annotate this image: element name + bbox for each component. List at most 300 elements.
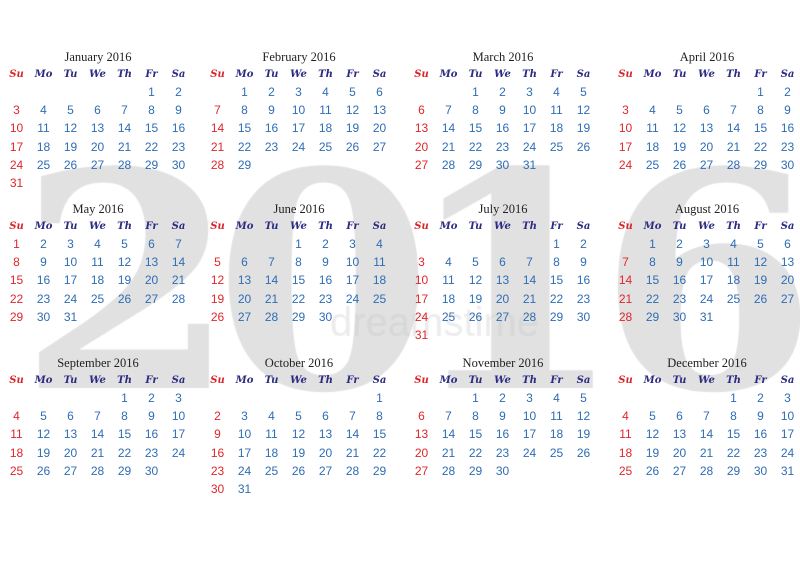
day-cell[interactable]: 19 — [468, 291, 483, 306]
day-cell[interactable]: 27 — [414, 463, 429, 478]
day-cell[interactable]: 29 — [726, 463, 741, 478]
day-cell[interactable]: 10 — [291, 103, 306, 118]
day-cell[interactable]: 26 — [63, 157, 78, 172]
day-cell[interactable]: 4 — [94, 237, 101, 251]
day-cell[interactable]: 14 — [441, 427, 456, 442]
day-cell[interactable]: 17 — [780, 427, 795, 442]
day-cell[interactable]: 8 — [649, 255, 656, 270]
day-cell[interactable]: 30 — [672, 309, 687, 324]
day-cell[interactable]: 4 — [376, 237, 383, 251]
day-cell[interactable]: 18 — [318, 121, 333, 136]
day-cell[interactable]: 8 — [472, 103, 479, 118]
day-cell[interactable]: 3 — [526, 85, 533, 99]
day-cell[interactable]: 28 — [618, 309, 633, 324]
day-cell[interactable]: 24 — [9, 157, 24, 172]
day-cell[interactable]: 14 — [441, 121, 456, 136]
day-cell[interactable]: 31 — [63, 309, 78, 324]
day-cell[interactable]: 20 — [414, 139, 429, 154]
day-cell[interactable]: 6 — [784, 237, 791, 251]
day-cell[interactable]: 21 — [345, 445, 360, 460]
day-cell[interactable]: 10 — [618, 121, 633, 136]
day-cell[interactable]: 26 — [291, 463, 306, 478]
day-cell[interactable]: 16 — [780, 121, 795, 136]
day-cell[interactable]: 9 — [757, 409, 764, 424]
day-cell[interactable]: 4 — [622, 409, 629, 424]
day-cell[interactable]: 17 — [522, 427, 537, 442]
day-cell[interactable]: 26 — [576, 445, 591, 460]
day-cell[interactable]: 16 — [576, 273, 591, 288]
day-cell[interactable]: 3 — [526, 391, 533, 405]
day-cell[interactable]: 4 — [445, 255, 452, 270]
day-cell[interactable]: 7 — [214, 103, 221, 118]
day-cell[interactable]: 20 — [318, 445, 333, 460]
day-cell[interactable]: 21 — [441, 139, 456, 154]
day-cell[interactable]: 15 — [144, 121, 159, 136]
day-cell[interactable]: 23 — [495, 139, 510, 154]
day-cell[interactable]: 6 — [67, 409, 74, 424]
day-cell[interactable]: 10 — [63, 255, 78, 270]
day-cell[interactable]: 12 — [753, 255, 768, 270]
day-cell[interactable]: 13 — [672, 427, 687, 442]
day-cell[interactable]: 31 — [414, 328, 429, 342]
day-cell[interactable]: 1 — [148, 85, 155, 99]
day-cell[interactable]: 14 — [726, 121, 741, 136]
day-cell[interactable]: 2 — [499, 391, 506, 405]
day-cell[interactable]: 19 — [645, 445, 660, 460]
day-cell[interactable]: 11 — [550, 409, 563, 424]
day-cell[interactable]: 24 — [522, 139, 537, 154]
day-cell[interactable]: 14 — [171, 255, 186, 270]
day-cell[interactable]: 15 — [117, 427, 132, 442]
day-cell[interactable]: 21 — [522, 291, 537, 306]
day-cell[interactable]: 5 — [40, 409, 47, 424]
day-cell[interactable]: 28 — [345, 463, 360, 478]
day-cell[interactable]: 20 — [63, 445, 78, 460]
day-cell[interactable]: 8 — [148, 103, 155, 118]
day-cell[interactable]: 13 — [318, 427, 333, 442]
day-cell[interactable]: 28 — [522, 309, 537, 324]
day-cell[interactable]: 6 — [418, 409, 425, 424]
day-cell[interactable]: 1 — [241, 85, 248, 99]
day-cell[interactable]: 2 — [268, 85, 275, 99]
day-cell[interactable]: 31 — [522, 157, 537, 172]
day-cell[interactable]: 29 — [753, 157, 768, 172]
day-cell[interactable]: 25 — [90, 291, 105, 306]
day-cell[interactable]: 21 — [171, 273, 186, 288]
day-cell[interactable]: 1 — [649, 237, 656, 251]
day-cell[interactable]: 9 — [175, 103, 182, 118]
day-cell[interactable]: 19 — [672, 139, 687, 154]
day-cell[interactable]: 8 — [295, 255, 302, 270]
day-cell[interactable]: 25 — [645, 157, 660, 172]
day-cell[interactable]: 20 — [144, 273, 159, 288]
day-cell[interactable]: 8 — [757, 103, 764, 118]
day-cell[interactable]: 13 — [414, 427, 429, 442]
day-cell[interactable]: 30 — [780, 157, 795, 172]
day-cell[interactable]: 8 — [553, 255, 560, 270]
day-cell[interactable]: 23 — [672, 291, 687, 306]
day-cell[interactable]: 29 — [468, 463, 483, 478]
day-cell[interactable]: 23 — [780, 139, 795, 154]
day-cell[interactable]: 24 — [291, 139, 306, 154]
day-cell[interactable]: 4 — [730, 237, 737, 251]
day-cell[interactable]: 19 — [210, 291, 225, 306]
day-cell[interactable]: 3 — [622, 103, 629, 118]
day-cell[interactable]: 2 — [175, 85, 182, 99]
day-cell[interactable]: 7 — [121, 103, 128, 118]
day-cell[interactable]: 15 — [9, 273, 24, 288]
day-cell[interactable]: 17 — [699, 273, 714, 288]
day-cell[interactable]: 16 — [36, 273, 51, 288]
day-cell[interactable]: 23 — [318, 291, 333, 306]
day-cell[interactable]: 18 — [549, 121, 564, 136]
day-cell[interactable]: 10 — [522, 103, 537, 118]
day-cell[interactable]: 18 — [36, 139, 51, 154]
day-cell[interactable]: 6 — [418, 103, 425, 118]
day-cell[interactable]: 5 — [580, 85, 587, 99]
day-cell[interactable]: 2 — [214, 409, 221, 424]
day-cell[interactable]: 19 — [63, 139, 78, 154]
day-cell[interactable]: 3 — [418, 255, 425, 270]
day-cell[interactable]: 1 — [376, 391, 383, 405]
day-cell[interactable]: 28 — [726, 157, 741, 172]
day-cell[interactable]: 15 — [372, 427, 387, 442]
day-cell[interactable]: 22 — [468, 139, 483, 154]
day-cell[interactable]: 25 — [9, 463, 24, 478]
day-cell[interactable]: 25 — [264, 463, 279, 478]
day-cell[interactable]: 4 — [13, 409, 20, 424]
day-cell[interactable]: 8 — [472, 409, 479, 424]
day-cell[interactable]: 28 — [210, 157, 225, 172]
day-cell[interactable]: 24 — [345, 291, 360, 306]
day-cell[interactable]: 10 — [171, 409, 186, 424]
day-cell[interactable]: 5 — [121, 237, 128, 251]
day-cell[interactable]: 23 — [36, 291, 51, 306]
day-cell[interactable]: 17 — [522, 121, 537, 136]
day-cell[interactable]: 22 — [645, 291, 660, 306]
day-cell[interactable]: 26 — [36, 463, 51, 478]
day-cell[interactable]: 21 — [726, 139, 741, 154]
day-cell[interactable]: 9 — [499, 103, 506, 118]
day-cell[interactable]: 9 — [499, 409, 506, 424]
day-cell[interactable]: 2 — [40, 237, 47, 251]
day-cell[interactable]: 26 — [672, 157, 687, 172]
day-cell[interactable]: 1 — [295, 237, 302, 251]
day-cell[interactable]: 6 — [322, 409, 329, 424]
day-cell[interactable]: 20 — [90, 139, 105, 154]
day-cell[interactable]: 4 — [553, 391, 560, 405]
day-cell[interactable]: 24 — [237, 463, 252, 478]
day-cell[interactable]: 30 — [36, 309, 51, 324]
day-cell[interactable]: 13 — [414, 121, 429, 136]
day-cell[interactable]: 9 — [784, 103, 791, 118]
day-cell[interactable]: 28 — [264, 309, 279, 324]
day-cell[interactable]: 28 — [117, 157, 132, 172]
day-cell[interactable]: 11 — [550, 103, 563, 118]
day-cell[interactable]: 27 — [699, 157, 714, 172]
day-cell[interactable]: 19 — [36, 445, 51, 460]
day-cell[interactable]: 4 — [649, 103, 656, 118]
day-cell[interactable]: 5 — [757, 237, 764, 251]
day-cell[interactable]: 28 — [90, 463, 105, 478]
day-cell[interactable]: 19 — [117, 273, 132, 288]
day-cell[interactable]: 25 — [36, 157, 51, 172]
day-cell[interactable]: 14 — [264, 273, 279, 288]
day-cell[interactable]: 12 — [672, 121, 687, 136]
day-cell[interactable]: 14 — [618, 273, 633, 288]
day-cell[interactable]: 2 — [676, 237, 683, 251]
day-cell[interactable]: 1 — [121, 391, 128, 405]
day-cell[interactable]: 29 — [144, 157, 159, 172]
day-cell[interactable]: 16 — [144, 427, 159, 442]
day-cell[interactable]: 16 — [318, 273, 333, 288]
day-cell[interactable]: 6 — [94, 103, 101, 118]
day-cell[interactable]: 30 — [495, 157, 510, 172]
day-cell[interactable]: 24 — [171, 445, 186, 460]
day-cell[interactable]: 21 — [90, 445, 105, 460]
day-cell[interactable]: 20 — [699, 139, 714, 154]
day-cell[interactable]: 10 — [237, 427, 252, 442]
day-cell[interactable]: 29 — [9, 309, 24, 324]
day-cell[interactable]: 2 — [784, 85, 791, 99]
day-cell[interactable]: 2 — [757, 391, 764, 405]
day-cell[interactable]: 7 — [622, 255, 629, 270]
day-cell[interactable]: 5 — [295, 409, 302, 424]
day-cell[interactable]: 27 — [414, 157, 429, 172]
day-cell[interactable]: 3 — [241, 409, 248, 424]
day-cell[interactable]: 21 — [441, 445, 456, 460]
day-cell[interactable]: 25 — [318, 139, 333, 154]
day-cell[interactable]: 23 — [171, 139, 186, 154]
day-cell[interactable]: 27 — [495, 309, 510, 324]
day-cell[interactable]: 26 — [645, 463, 660, 478]
day-cell[interactable]: 16 — [264, 121, 279, 136]
day-cell[interactable]: 30 — [171, 157, 186, 172]
day-cell[interactable]: 10 — [414, 273, 429, 288]
day-cell[interactable]: 14 — [345, 427, 360, 442]
day-cell[interactable]: 27 — [237, 309, 252, 324]
day-cell[interactable]: 10 — [522, 409, 537, 424]
day-cell[interactable]: 17 — [9, 139, 24, 154]
day-cell[interactable]: 17 — [618, 139, 633, 154]
day-cell[interactable]: 22 — [372, 445, 387, 460]
day-cell[interactable]: 27 — [90, 157, 105, 172]
day-cell[interactable]: 5 — [649, 409, 656, 424]
day-cell[interactable]: 1 — [472, 391, 479, 405]
day-cell[interactable]: 1 — [553, 237, 560, 251]
day-cell[interactable]: 5 — [676, 103, 683, 118]
day-cell[interactable]: 12 — [117, 255, 132, 270]
day-cell[interactable]: 27 — [63, 463, 78, 478]
day-cell[interactable]: 14 — [522, 273, 537, 288]
day-cell[interactable]: 26 — [117, 291, 132, 306]
day-cell[interactable]: 8 — [13, 255, 20, 270]
day-cell[interactable]: 5 — [580, 391, 587, 405]
day-cell[interactable]: 15 — [549, 273, 564, 288]
day-cell[interactable]: 30 — [576, 309, 591, 324]
day-cell[interactable]: 16 — [210, 445, 225, 460]
day-cell[interactable]: 14 — [699, 427, 714, 442]
day-cell[interactable]: 20 — [495, 291, 510, 306]
day-cell[interactable]: 8 — [730, 409, 737, 424]
day-cell[interactable]: 21 — [210, 139, 225, 154]
day-cell[interactable]: 13 — [90, 121, 105, 136]
day-cell[interactable]: 11 — [265, 427, 278, 442]
day-cell[interactable]: 20 — [372, 121, 387, 136]
day-cell[interactable]: 22 — [237, 139, 252, 154]
day-cell[interactable]: 7 — [445, 409, 452, 424]
day-cell[interactable]: 27 — [372, 139, 387, 154]
day-cell[interactable]: 4 — [553, 85, 560, 99]
day-cell[interactable]: 27 — [780, 291, 795, 306]
day-cell[interactable]: 22 — [549, 291, 564, 306]
day-cell[interactable]: 30 — [318, 309, 333, 324]
day-cell[interactable]: 17 — [171, 427, 186, 442]
day-cell[interactable]: 20 — [672, 445, 687, 460]
day-cell[interactable]: 29 — [372, 463, 387, 478]
day-cell[interactable]: 11 — [619, 427, 632, 442]
day-cell[interactable]: 7 — [730, 103, 737, 118]
day-cell[interactable]: 11 — [319, 103, 332, 118]
day-cell[interactable]: 6 — [148, 237, 155, 251]
day-cell[interactable]: 12 — [468, 273, 483, 288]
day-cell[interactable]: 7 — [175, 237, 182, 251]
day-cell[interactable]: 25 — [726, 291, 741, 306]
day-cell[interactable]: 7 — [445, 103, 452, 118]
day-cell[interactable]: 16 — [495, 121, 510, 136]
day-cell[interactable]: 23 — [495, 445, 510, 460]
day-cell[interactable]: 9 — [40, 255, 47, 270]
day-cell[interactable]: 24 — [618, 157, 633, 172]
day-cell[interactable]: 25 — [441, 309, 456, 324]
day-cell[interactable]: 28 — [441, 157, 456, 172]
day-cell[interactable]: 25 — [549, 445, 564, 460]
day-cell[interactable]: 10 — [699, 255, 714, 270]
day-cell[interactable]: 30 — [210, 482, 225, 496]
day-cell[interactable]: 6 — [241, 255, 248, 270]
day-cell[interactable]: 21 — [117, 139, 132, 154]
day-cell[interactable]: 17 — [63, 273, 78, 288]
day-cell[interactable]: 20 — [414, 445, 429, 460]
day-cell[interactable]: 22 — [9, 291, 24, 306]
day-cell[interactable]: 16 — [171, 121, 186, 136]
day-cell[interactable]: 12 — [645, 427, 660, 442]
day-cell[interactable]: 19 — [576, 427, 591, 442]
day-cell[interactable]: 31 — [9, 176, 24, 190]
day-cell[interactable]: 4 — [322, 85, 329, 99]
day-cell[interactable]: 3 — [175, 391, 182, 405]
day-cell[interactable]: 15 — [645, 273, 660, 288]
day-cell[interactable]: 9 — [214, 427, 221, 442]
day-cell[interactable]: 13 — [780, 255, 795, 270]
day-cell[interactable]: 6 — [499, 255, 506, 270]
day-cell[interactable]: 10 — [345, 255, 360, 270]
day-cell[interactable]: 10 — [780, 409, 795, 424]
day-cell[interactable]: 18 — [372, 273, 387, 288]
day-cell[interactable]: 17 — [414, 291, 429, 306]
day-cell[interactable]: 9 — [580, 255, 587, 270]
day-cell[interactable]: 1 — [13, 237, 20, 251]
day-cell[interactable]: 29 — [549, 309, 564, 324]
day-cell[interactable]: 2 — [499, 85, 506, 99]
day-cell[interactable]: 3 — [13, 103, 20, 118]
day-cell[interactable]: 13 — [495, 273, 510, 288]
day-cell[interactable]: 24 — [63, 291, 78, 306]
day-cell[interactable]: 22 — [468, 445, 483, 460]
day-cell[interactable]: 18 — [9, 445, 24, 460]
day-cell[interactable]: 22 — [117, 445, 132, 460]
day-cell[interactable]: 9 — [268, 103, 275, 118]
day-cell[interactable]: 31 — [237, 482, 252, 496]
day-cell[interactable]: 18 — [645, 139, 660, 154]
day-cell[interactable]: 24 — [414, 309, 429, 324]
day-cell[interactable]: 12 — [291, 427, 306, 442]
day-cell[interactable]: 23 — [210, 463, 225, 478]
day-cell[interactable]: 19 — [291, 445, 306, 460]
day-cell[interactable]: 29 — [291, 309, 306, 324]
day-cell[interactable]: 15 — [468, 121, 483, 136]
day-cell[interactable]: 11 — [37, 121, 50, 136]
day-cell[interactable]: 6 — [376, 85, 383, 99]
day-cell[interactable]: 15 — [726, 427, 741, 442]
day-cell[interactable]: 15 — [753, 121, 768, 136]
day-cell[interactable]: 21 — [618, 291, 633, 306]
day-cell[interactable]: 12 — [63, 121, 78, 136]
day-cell[interactable]: 19 — [753, 273, 768, 288]
day-cell[interactable]: 12 — [345, 103, 360, 118]
day-cell[interactable]: 30 — [753, 463, 768, 478]
day-cell[interactable]: 27 — [672, 463, 687, 478]
day-cell[interactable]: 18 — [264, 445, 279, 460]
day-cell[interactable]: 28 — [699, 463, 714, 478]
day-cell[interactable]: 17 — [345, 273, 360, 288]
day-cell[interactable]: 12 — [36, 427, 51, 442]
day-cell[interactable]: 1 — [730, 391, 737, 405]
day-cell[interactable]: 11 — [442, 273, 455, 288]
day-cell[interactable]: 5 — [214, 255, 221, 270]
day-cell[interactable]: 29 — [237, 157, 252, 172]
day-cell[interactable]: 16 — [495, 427, 510, 442]
day-cell[interactable]: 4 — [268, 409, 275, 424]
day-cell[interactable]: 3 — [295, 85, 302, 99]
day-cell[interactable]: 20 — [780, 273, 795, 288]
day-cell[interactable]: 28 — [171, 291, 186, 306]
day-cell[interactable]: 11 — [727, 255, 740, 270]
day-cell[interactable]: 18 — [726, 273, 741, 288]
day-cell[interactable]: 1 — [757, 85, 764, 99]
day-cell[interactable]: 31 — [699, 309, 714, 324]
day-cell[interactable]: 2 — [148, 391, 155, 405]
day-cell[interactable]: 7 — [94, 409, 101, 424]
day-cell[interactable]: 25 — [549, 139, 564, 154]
day-cell[interactable]: 25 — [372, 291, 387, 306]
day-cell[interactable]: 6 — [676, 409, 683, 424]
day-cell[interactable]: 16 — [672, 273, 687, 288]
day-cell[interactable]: 13 — [699, 121, 714, 136]
day-cell[interactable]: 21 — [699, 445, 714, 460]
day-cell[interactable]: 11 — [646, 121, 659, 136]
day-cell[interactable]: 16 — [753, 427, 768, 442]
day-cell[interactable]: 8 — [376, 409, 383, 424]
day-cell[interactable]: 7 — [526, 255, 533, 270]
day-cell[interactable]: 18 — [549, 427, 564, 442]
day-cell[interactable]: 3 — [67, 237, 74, 251]
day-cell[interactable]: 27 — [318, 463, 333, 478]
day-cell[interactable]: 8 — [121, 409, 128, 424]
day-cell[interactable]: 9 — [322, 255, 329, 270]
day-cell[interactable]: 11 — [10, 427, 23, 442]
day-cell[interactable]: 26 — [576, 139, 591, 154]
